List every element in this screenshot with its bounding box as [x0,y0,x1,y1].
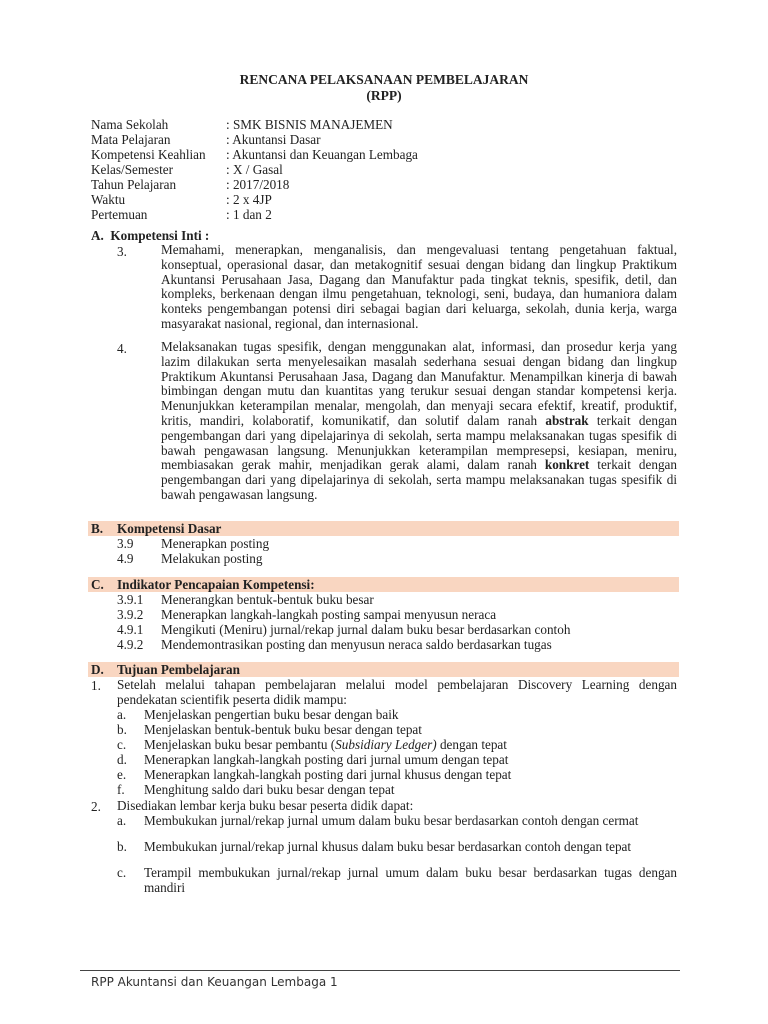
sub-item-letter: d. [117,752,127,767]
ki-4-text [161,340,677,503]
sub-item-letter: b. [117,839,127,854]
indicator-text: Menerapkan langkah-langkah posting sampai menyusun neraca [161,607,497,622]
identity-value: : 1 dan 2 [226,207,272,222]
identity-label: Kelas/Semester [91,162,174,177]
footer-divider [80,970,680,971]
sub-item-italic-term: Subsidiary Ledger) [335,737,437,752]
ki-4-bold-term: abstrak [545,412,589,428]
indicator-code: 4.9.2 [117,637,144,652]
section-b-heading [88,521,679,536]
identity-label: Pertemuan [91,207,148,222]
sub-item-letter: a. [117,707,127,722]
document-subtitle: (RPP) [366,88,402,103]
identity-label: Kompetensi Keahlian [91,147,206,162]
sub-item-letter: c. [117,865,127,880]
kd-code: 4.9 [117,551,134,566]
indicator-code: 4.9.1 [117,622,144,637]
identity-label: Tahun Pelajaran [91,177,177,192]
sub-item-letter: a. [117,813,127,828]
sub-item-letter: e. [117,767,127,782]
identity-row [91,147,691,162]
identity-row [91,192,691,207]
ki-number: 4. [117,341,127,356]
identity-row [91,177,691,192]
indicator-code: 3.9.1 [117,592,144,607]
kd-code: 3.9 [117,536,134,551]
section-b-title: Kompetensi Dasar [117,521,222,536]
sub-item-letter: f. [117,782,125,797]
section-c-title: Indikator Pencapaian Kompetensi: [117,577,315,592]
section-a-title: Kompetensi Inti : [110,228,210,243]
section-d-letter: D. [91,662,104,677]
ki-4-text-part: terkait dengan pengembangan dari yang dipelajarinya di sekolah, serta mampu melaksanakan tugas spesifik di bawah pengawasan langsung. [161,457,677,502]
identity-row [91,132,691,147]
sub-item-letter: c. [117,737,127,752]
sub-item-text: Membukukan jurnal/rekap jurnal umum dalam buku besar berdasarkan contoh dengan cermat [144,813,639,828]
section-a-letter: A. [91,228,104,243]
ki-3-text: Memahami, menerapkan, menganalisis, dan mengevaluasi tentang pengetahuan faktual, konseptual, operasional dasar, dan metakognitif sesuai dengan bidang dan lingkup Praktikum Akuntansi Perusahaan Jasa, Dagang dan Manufaktur pada tingkat teknis, spesifik, detil, dan kompleks, berkenaan dengan ilmu pengetahuan, teknologi, seni, budaya, dan humaniora dalam konteks pengembangan potensi diri sebagai bagian dari keluarga, sekolah, dunia kerja, warga masyarakat nasional, regional, dan internasional. [161,242,677,331]
sub-item-text: Terampil membukukan jurnal/rekap jurnal umum dalam buku besar berdasarkan tugas dengan mandiri [144,865,677,895]
sub-item-text-part: dengan tepat [436,737,507,752]
indicator-code: 3.9.2 [117,607,144,622]
ki-4-text-part: terkait dengan pengembangan dari yang dipelajarinya di sekolah, serta mampu melaksanakan tugas spesifik di bawah pengawasan langsung. Menunjukkan keterampilan mempresepsi, kesiapan, meniru, membiasakan gerak mahir, menjadikan gerak alami, dalam ranah [161,412,677,473]
document-title: RENCANA PELAKSANAAN PEMBELAJARAN [239,72,529,87]
sub-item-text: Menjelaskan bentuk-bentuk buku besar dengan tepat [144,722,422,737]
identity-value: : 2 x 4JP [226,192,272,207]
ki-number: 3. [117,244,127,259]
sub-item-text: Membukukan jurnal/rekap jurnal khusus dalam buku besar berdasarkan contoh dengan tepat [144,839,632,854]
goal-number: 1. [91,678,101,693]
ki-4-text-part: Melaksanakan tugas spesifik, dengan menggunakan alat, informasi, dan prosedur kerja yang lazim dilakukan serta menyelesaikan masalah sederhana sesuai dengan bidang dan lingkup Praktikum Akuntansi Perusahaan Jasa, Dagang dan Manufaktur. Menampilkan kinerja di bawah bimbingan dengan mutu dan kuantitas yang terukur sesuai dengan standar kompetensi kerja. Menunjukkan keterampilan menalar, mengolah, dan menyaji secara efektif, kreatif, produktif, kritis, mandiri, kolaboratif, komunikatif, dan solutif dalam ranah [161,339,677,428]
sub-item-letter: b. [117,722,127,737]
section-d-heading [88,662,679,677]
sub-item-text-part: Menjelaskan buku besar pembantu ( [144,737,336,752]
identity-value: : 2017/2018 [226,177,290,192]
goal-1-text: Setelah melalui tahapan pembelajaran melalui model pembelajaran Discovery Learning dengan pendekatan scientifik peserta didik mampu: [117,677,677,707]
section-d-title: Tujuan Pembelajaran [117,662,240,677]
identity-label: Waktu [91,192,126,207]
identity-label: Nama Sekolah [91,117,169,132]
sub-item-text: Menjelaskan pengertian buku besar dengan baik [144,707,399,722]
identity-row [91,207,691,222]
kd-text: Melakukan posting [161,551,263,566]
identity-row [91,162,691,177]
section-b-letter: B. [91,521,104,536]
goal-number: 2. [91,799,101,814]
identity-value: : X / Gasal [226,162,283,177]
identity-value: : Akuntansi Dasar [226,132,321,147]
page-footer: RPP Akuntansi dan Keuangan Lembaga 1 [91,975,338,989]
kd-text: Menerapkan posting [161,536,270,551]
section-c-letter: C. [91,577,104,592]
indicator-text: Mengikuti (Meniru) jurnal/rekap jurnal dalam buku besar berdasarkan contoh [161,622,571,637]
identity-label: Mata Pelajaran [91,132,171,147]
identity-value: : SMK BISNIS MANAJEMEN [226,117,393,132]
indicator-text: Mendemontrasikan posting dan menyusun neraca saldo berdasarkan tugas [161,637,552,652]
sub-item-text: Menerapkan langkah-langkah posting dari jurnal umum dengan tepat [144,752,509,767]
sub-item-text [144,738,677,753]
identity-row [91,117,691,132]
sub-item-text: Menghitung saldo dari buku besar dengan tepat [144,782,395,797]
goal-2-text: Disediakan lembar kerja buku besar peserta didik dapat: [117,798,414,813]
section-c-heading [88,577,679,592]
identity-value: : Akuntansi dan Keuangan Lembaga [226,147,418,162]
sub-item-text: Menerapkan langkah-langkah posting dari jurnal khusus dengan tepat [144,767,512,782]
ki-4-bold-term: konkret [544,457,590,473]
indicator-text: Menerangkan bentuk-bentuk buku besar [161,592,374,607]
